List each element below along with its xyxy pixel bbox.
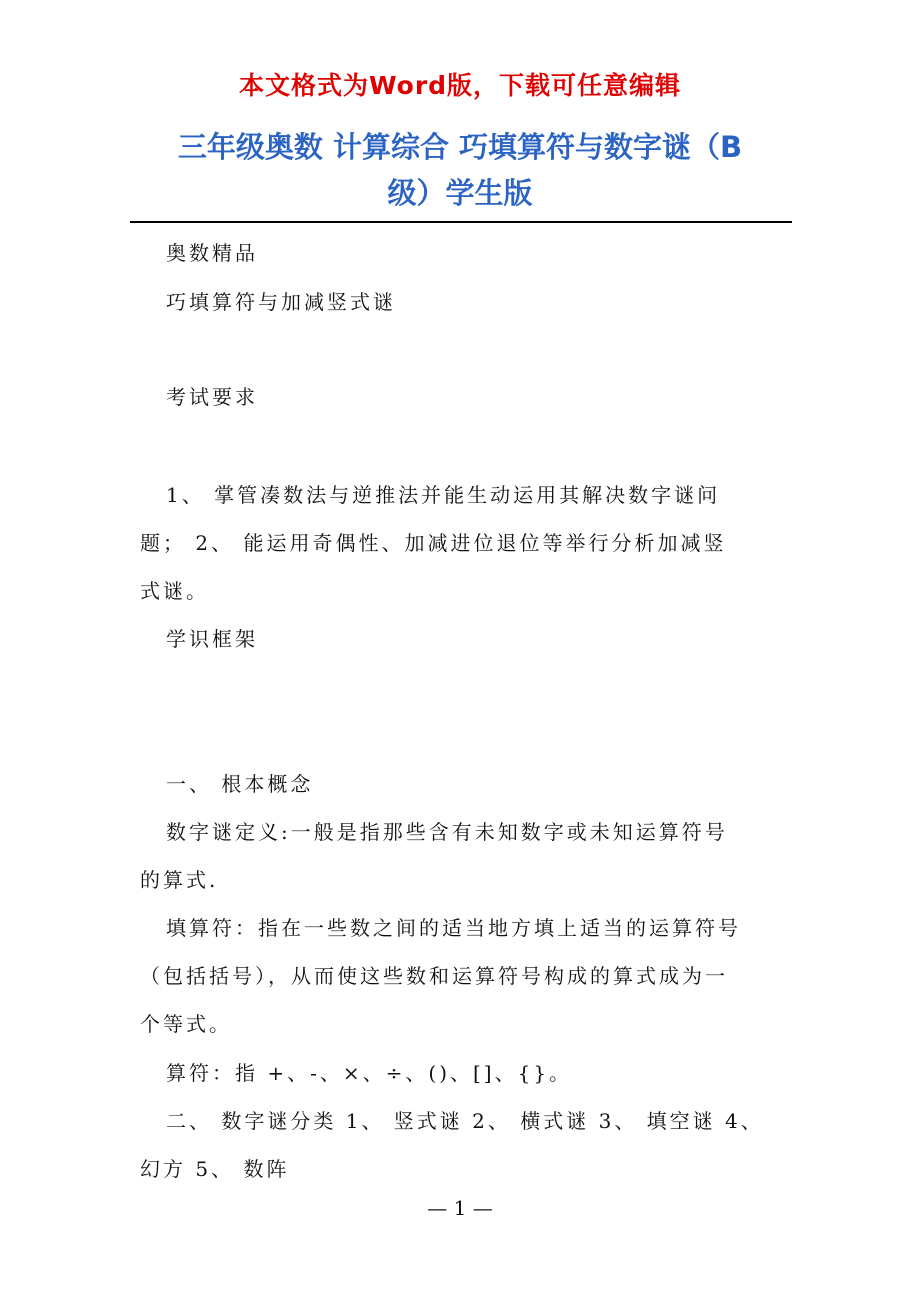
requirements-line-3: 式谜。 [140,579,209,603]
definition-line-1: 数字谜定义:一般是指那些含有未知数字或未知运算符号 [166,820,728,844]
heading-exam-requirements: 考试要求 [166,385,258,409]
title-divider [130,221,792,223]
requirements-line-2: 题； 2、 能运用奇偶性、加减进位退位等举行分析加减竖 [140,531,727,555]
title-line-2: 级）学生版 [387,176,533,210]
paragraph-category: 奥数精品 [166,241,258,265]
requirements-line-1: 1、 掌管凑数法与逆推法并能生动运用其解决数字谜问 [166,483,721,507]
classification-line-1: 二、 数字谜分类 1、 竖式谜 2、 横式谜 3、 填空谜 4、 [166,1109,764,1133]
paragraph-topic: 巧填算符与加减竖式谜 [166,290,396,314]
document-title [132,124,788,216]
fill-operators-line-3: 个等式。 [140,1012,232,1036]
editable-notice-banner: 本文格式为Word版，下载可任意编辑 [238,71,682,100]
fill-operators-line-2: （包括括号），从而使这些数和运算符号构成的算式成为一 [140,964,728,988]
heading-knowledge-framework: 学识框架 [166,627,258,651]
title-line-1: 三年级奥数 计算综合 巧填算符与数字谜（B [177,130,743,164]
definition-line-2: 的算式. [140,868,219,892]
page-number: — 1 — [427,1196,493,1220]
fill-operators-line-1: 填算符：指在一些数之间的适当地方填上适当的运算符号 [166,916,741,940]
classification-line-2: 幻方 5、 数阵 [140,1157,290,1181]
operators-list: 算符：指 +、-、×、÷、()、[]、{}。 [166,1061,573,1085]
heading-basic-concepts: 一、 根本概念 [166,772,314,796]
